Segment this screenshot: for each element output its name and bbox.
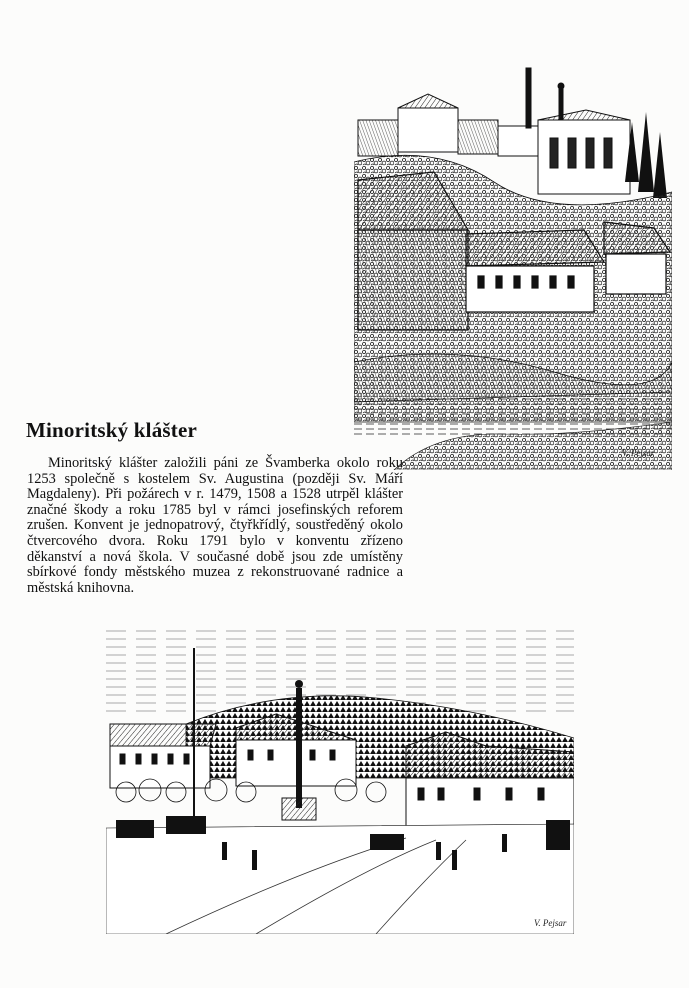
article-heading: Minoritský klášter [26, 418, 198, 442]
article-body: Minoritský klášter založili páni ze Švamberka okolo roku 1253 společně s kostelem Sv. Augustina (později Sv. Máří Magdaleny). Při požárech v r. 1479, 1508 a 1528 utrpěl klášter značné škody a roku 1785 byl v rámci josefinských reforem zrušen. Konvent je jednopatrový, čtyřkřídlý, soustředěný okolo čtvercového dvora. Roku 1791 bylo v konventu zřízeno děkanství a nová škola. V současné době jsou zde umístěny sbírkové fondy městského muzea z rekonstruované radnice a městská knihovna. [27, 455, 403, 596]
conifer-trees [625, 112, 667, 198]
town-square-illustration [106, 628, 574, 934]
top-artist-signature: V. Pejsar [622, 448, 655, 458]
monastery-hillside-illustration [354, 62, 672, 470]
bottom-artist-signature: V. Pejsar [534, 918, 567, 928]
